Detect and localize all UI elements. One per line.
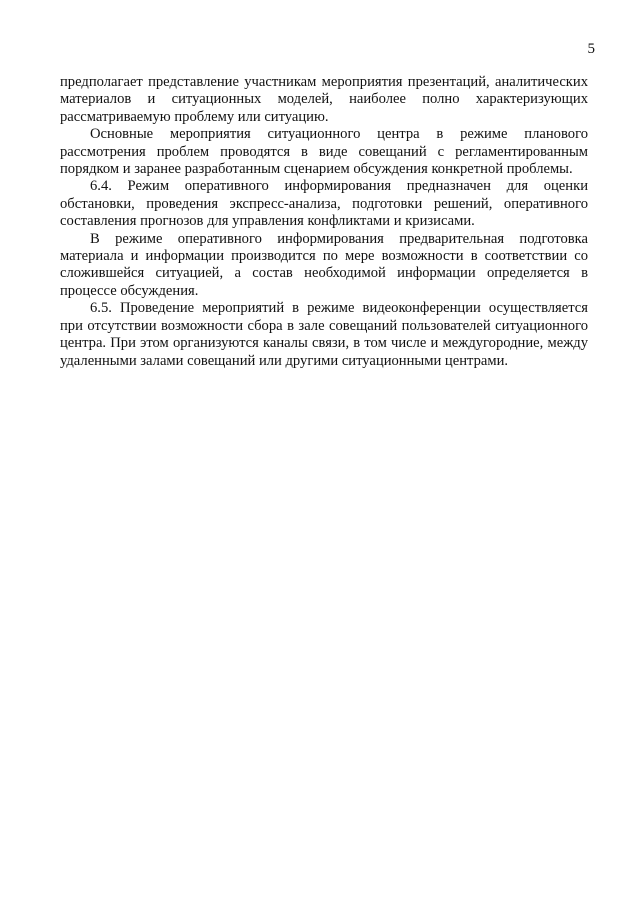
paragraph: В режиме оперативного информирования предварительная подготовка материала и информации производится по мере возможности в соответствии со сложившейся ситуацией, а состав необходимой информации определяется в процессе обсуждения. xyxy=(60,230,588,299)
paragraph: Основные мероприятия ситуационного центра в режиме планового рассмотрения проблем проводятся в виде совещаний с регламентированным порядком и заранее разработанным сценарием обсуждения конкретной проблемы. xyxy=(60,126,588,178)
paragraph-continuation: предполагает представление участникам мероприятия презентаций, аналитических материалов и ситуационных моделей, наиболее полно характеризующих рассматриваемую проблему или ситуацию. xyxy=(60,74,588,125)
page-number: 5 xyxy=(587,41,595,57)
paragraph-section-6-5: 6.5. Проведение мероприятий в режиме видеоконференции осуществляется при отсутствии возможности сбора в зале совещаний пользователей ситуационного центра. При этом организуются каналы связи, в том числе и междугородние, между удаленными залами совещаний или другими ситуационными центрами. xyxy=(60,300,588,369)
document-body xyxy=(60,74,588,370)
paragraph-section-6-4: 6.4. Режим оперативного информирования предназначен для оценки обстановки, проведения экспресс-анализа, подготовки решений, оперативного составления прогнозов для управления конфликтами и кризисами. xyxy=(60,178,588,230)
